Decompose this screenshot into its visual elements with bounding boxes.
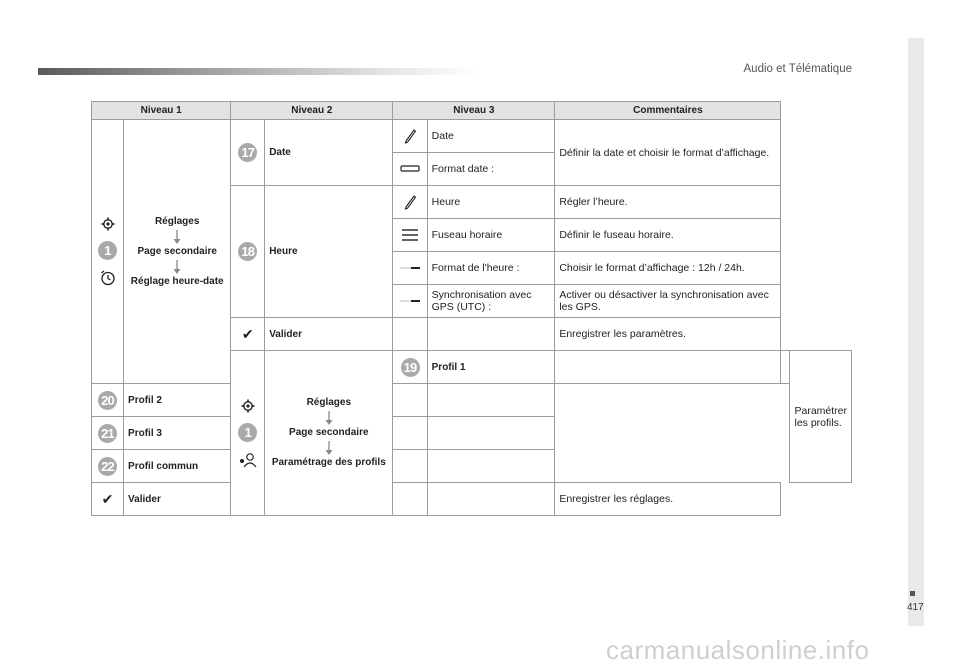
- chain-step-parametrage-profils: Paramétrage des profils: [271, 457, 386, 468]
- empty-cell: [781, 351, 790, 384]
- level2-profil-1: Profil 1: [427, 351, 555, 384]
- level2-profil-3: Profil 3: [124, 417, 231, 450]
- col-header-niveau-1: Niveau 1: [92, 102, 231, 120]
- table-row: [92, 483, 852, 516]
- icon-cell: [393, 153, 427, 186]
- pencil-icon: [403, 128, 417, 144]
- arrow-down-icon: [324, 441, 334, 456]
- step-badge: 19: [401, 358, 420, 377]
- step-badge: 1: [98, 241, 117, 260]
- level2-heure: Heure: [265, 186, 393, 318]
- badge-cell: [231, 186, 265, 318]
- icon-cell: [393, 120, 427, 153]
- empty-cell: [427, 450, 555, 483]
- arrow-down-icon: [172, 260, 182, 275]
- arrow-down-icon: [324, 411, 334, 426]
- empty-cell: [427, 483, 555, 516]
- level3-format-date: Format date :: [427, 153, 555, 186]
- badge-cell: [92, 384, 124, 417]
- empty-cell: [427, 318, 555, 351]
- step-badge: 17: [238, 143, 257, 162]
- icon-cell: [393, 219, 427, 252]
- level3-fuseau-horaire: Fuseau horaire: [427, 219, 555, 252]
- page-number: 417: [907, 602, 924, 613]
- chain-step-reglage-heure-date: Réglage heure-date: [130, 275, 224, 287]
- level1-icons: [231, 351, 265, 516]
- chain-step-reglages: Réglages: [154, 215, 200, 227]
- col-header-commentaires: Commentaires: [555, 102, 781, 120]
- level3-date: Date: [427, 120, 555, 153]
- comment-heure: Régler l’heure.: [555, 186, 781, 219]
- comment-valider-profils: Enregistrer les réglages.: [555, 483, 781, 516]
- badge-cell: [393, 351, 427, 384]
- comment-fuseau-horaire: Définir le fuseau horaire.: [555, 219, 781, 252]
- section-title: Audio et Télématique: [743, 63, 852, 75]
- level3-format-heure: Format de l'heure :: [427, 252, 555, 285]
- icon-cell: [393, 285, 427, 318]
- settings-gear-icon: [241, 399, 255, 413]
- page-edge-tab: [908, 38, 924, 626]
- badge-cell: [231, 120, 265, 186]
- checkmark-icon: ✔: [101, 490, 114, 507]
- table-header-row: [92, 102, 852, 120]
- chain-step-reglages: Réglages: [306, 397, 352, 408]
- empty-cell: [393, 417, 427, 450]
- table-row: [92, 417, 852, 450]
- empty-cell: [393, 318, 427, 351]
- icon-cell: [393, 252, 427, 285]
- date-format-icon: [400, 165, 420, 173]
- icon-cell: [92, 483, 124, 516]
- level2-date: Date: [265, 120, 393, 186]
- level1-navigation-path: [124, 120, 231, 384]
- level3-synchronisation-gps: Synchronisation avec GPS (UTC) :: [427, 285, 555, 318]
- step-badge: 22: [98, 457, 117, 476]
- page-marker: [910, 591, 915, 596]
- arrow-down-icon: [172, 230, 182, 245]
- icon-cell: [231, 318, 265, 351]
- chain-step-page-secondaire: Page secondaire: [137, 245, 217, 257]
- icon-cell: [393, 186, 427, 219]
- step-badge: 1: [238, 423, 257, 442]
- clock-icon: [100, 270, 116, 286]
- level1-navigation-path: [265, 351, 393, 516]
- table-row: [92, 450, 852, 483]
- step-badge: 20: [98, 391, 117, 410]
- toggle-icon: [399, 298, 421, 304]
- checkmark-icon: ✔: [241, 325, 254, 342]
- level2-profil-2: Profil 2: [124, 384, 231, 417]
- step-badge: 18: [238, 242, 257, 261]
- chain-step-page-secondaire: Page secondaire: [289, 427, 369, 438]
- col-header-niveau-3: Niveau 3: [393, 102, 555, 120]
- comment-profils: Paramétrer les profils.: [790, 351, 852, 483]
- settings-gear-icon: [101, 217, 115, 231]
- empty-cell: [427, 417, 555, 450]
- empty-cell: [393, 450, 427, 483]
- step-badge: 21: [98, 424, 117, 443]
- user-profile-icon: [238, 452, 258, 468]
- comment-date: Définir la date et choisir le format d’affichage.: [555, 120, 781, 186]
- col-header-niveau-2: Niveau 2: [231, 102, 393, 120]
- comment-format-heure: Choisir le format d’affichage : 12h / 24h.: [555, 252, 781, 285]
- empty-cell: [555, 351, 781, 384]
- settings-table: [91, 101, 852, 516]
- empty-cell: [427, 384, 555, 417]
- comment-valider: Enregistrer les paramètres.: [555, 318, 781, 351]
- level1-icons: [92, 120, 124, 384]
- watermark: carmanualsonline.info: [606, 635, 870, 665]
- empty-cell: [393, 483, 427, 516]
- empty-cell: [393, 384, 427, 417]
- header-gradient-bar: [38, 68, 478, 75]
- level2-valider: Valider: [124, 483, 231, 516]
- level3-heure: Heure: [427, 186, 555, 219]
- toggle-icon: [399, 265, 421, 271]
- table-row: [92, 120, 852, 153]
- level2-profil-commun: Profil commun: [124, 450, 231, 483]
- table-row: [92, 384, 852, 417]
- badge-cell: [92, 450, 124, 483]
- comment-synchronisation-gps: Activer ou désactiver la synchronisation avec les GPS.: [555, 285, 781, 318]
- badge-cell: [92, 417, 124, 450]
- level2-valider: Valider: [265, 318, 393, 351]
- pencil-icon: [403, 194, 417, 210]
- list-icon: [401, 228, 419, 242]
